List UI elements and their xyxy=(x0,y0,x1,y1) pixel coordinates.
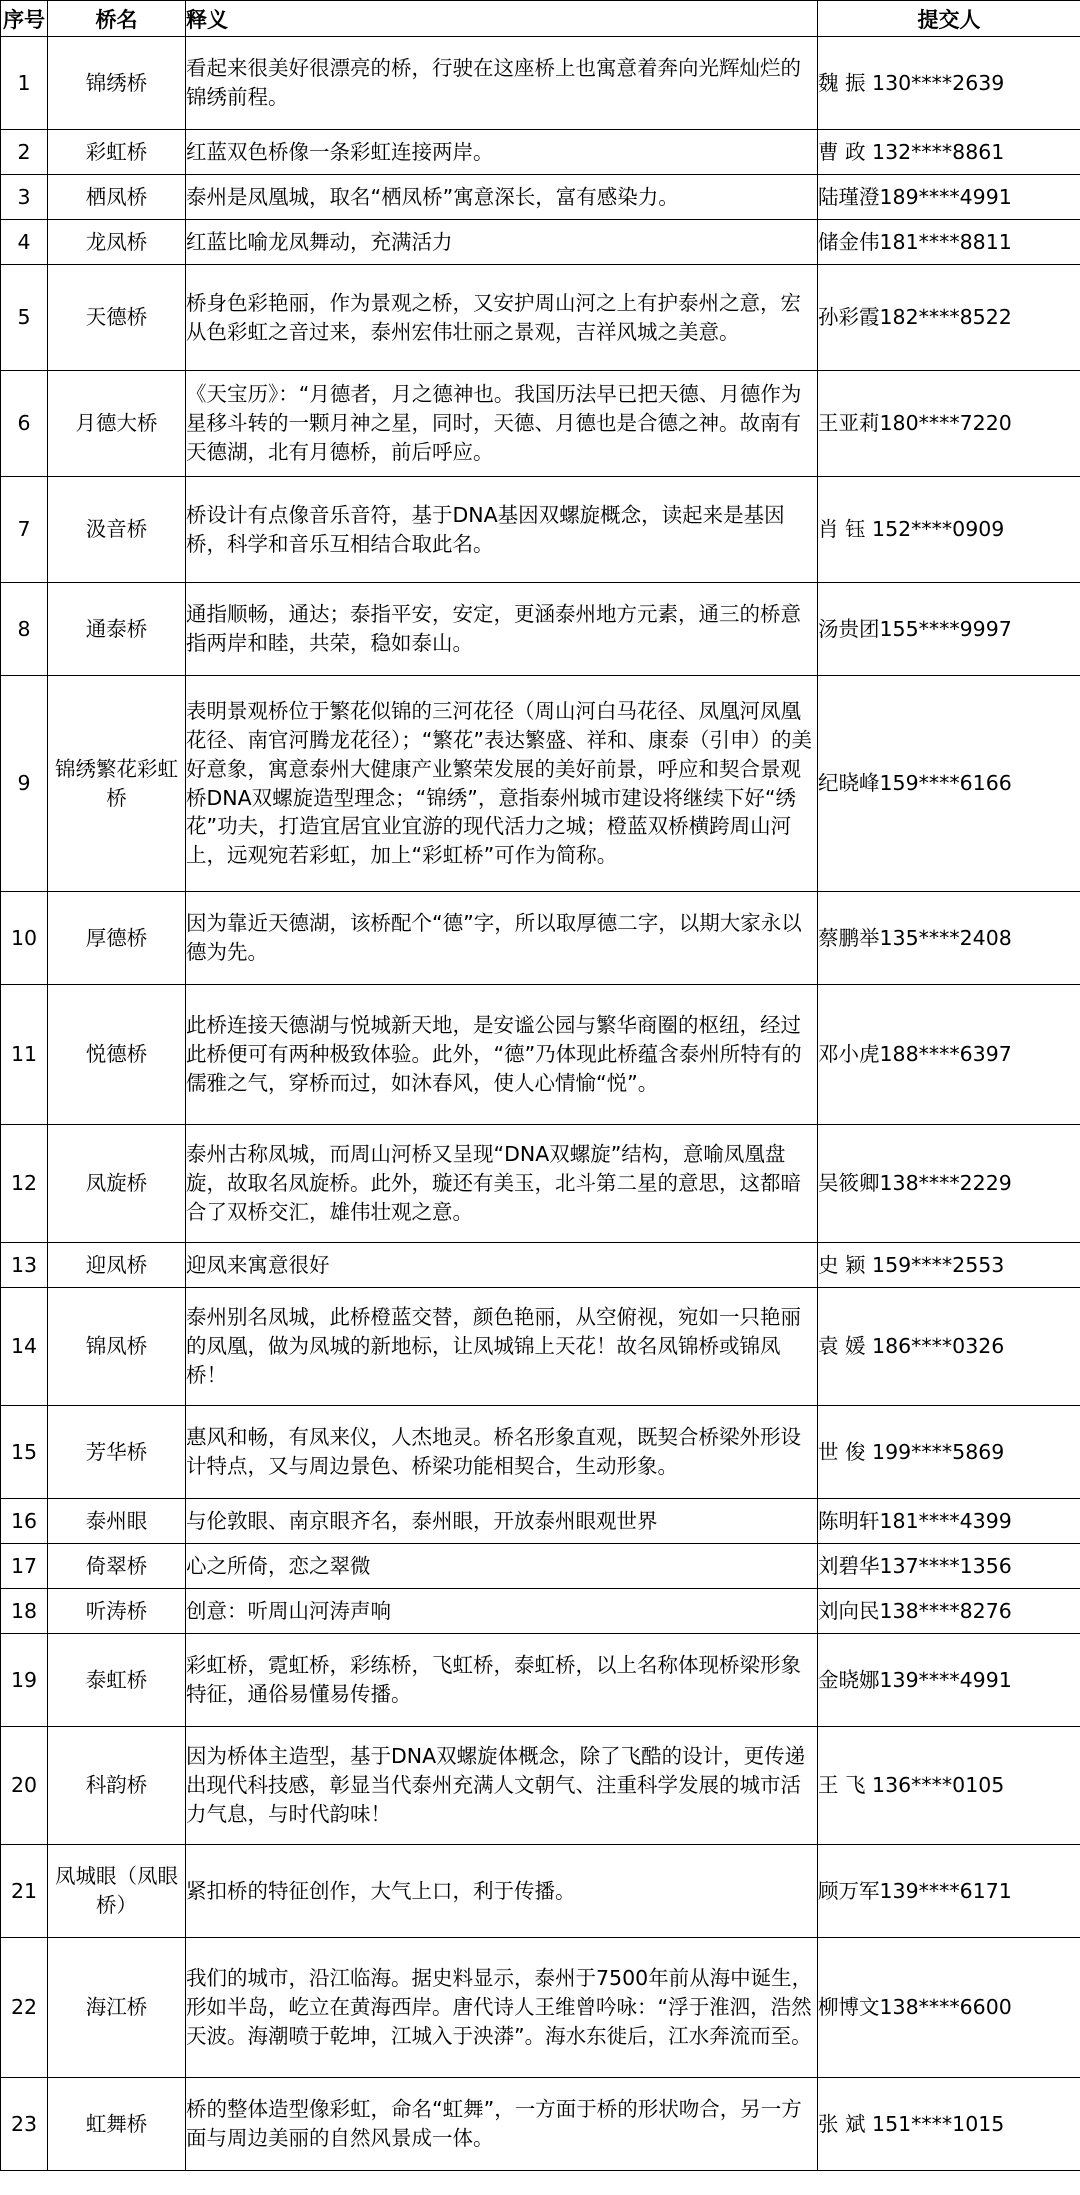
row-seq: 4 xyxy=(1,220,48,265)
row-desc: 泰州古称凤城，而周山河桥又呈现“DNA双螺旋”结构，意喻凤凰盘旋，故取名凤旋桥。此外，璇还有美玉，北斗第二星的意思，这都暗合了双桥交汇，雄伟壮观之意。 xyxy=(186,1125,818,1243)
row-name: 汲音桥 xyxy=(48,477,186,583)
row-submitter: 陆瑾澄189****4991 xyxy=(818,175,1080,220)
row-name: 天德桥 xyxy=(48,265,186,371)
table-row xyxy=(1,265,1080,371)
row-desc: 桥设计有点像音乐音符，基于DNA基因双螺旋概念，读起来是基因桥，科学和音乐互相结合取此名。 xyxy=(186,477,818,583)
table-row xyxy=(1,220,1080,265)
row-seq: 17 xyxy=(1,1544,48,1589)
row-submitter: 刘向民138****8276 xyxy=(818,1589,1080,1634)
row-desc: 泰州别名凤城，此桥橙蓝交替，颜色艳丽，从空俯视，宛如一只艳丽的凤凰，做为凤城的新地标，让凤城锦上天花！故名凤锦桥或锦凤桥！ xyxy=(186,1288,818,1406)
row-name: 科韵桥 xyxy=(48,1727,186,1845)
row-submitter: 世 俊 199****5869 xyxy=(818,1406,1080,1499)
row-desc: 创意：听周山河涛声响 xyxy=(186,1589,818,1634)
row-name: 听涛桥 xyxy=(48,1589,186,1634)
row-desc: 桥身色彩艳丽，作为景观之桥，又安护周山河之上有护泰州之意，宏从色彩虹之音过来，泰州宏伟壮丽之景观，吉祥风城之美意。 xyxy=(186,265,818,371)
row-submitter: 王 飞 136****0105 xyxy=(818,1727,1080,1845)
row-name: 栖凤桥 xyxy=(48,175,186,220)
row-name: 通泰桥 xyxy=(48,583,186,676)
row-seq: 3 xyxy=(1,175,48,220)
row-submitter: 吴筱卿138****2229 xyxy=(818,1125,1080,1243)
table-row xyxy=(1,1288,1080,1406)
table-row xyxy=(1,1589,1080,1634)
row-desc: 看起来很美好很漂亮的桥，行驶在这座桥上也寓意着奔向光辉灿烂的锦绣前程。 xyxy=(186,37,818,130)
row-desc: 通指顺畅，通达；泰指平安，安定，更涵泰州地方元素，通三的桥意指两岸和睦，共荣，稳如泰山。 xyxy=(186,583,818,676)
table-row xyxy=(1,985,1080,1125)
table-row xyxy=(1,477,1080,583)
row-desc: 心之所倚，恋之翠微 xyxy=(186,1544,818,1589)
row-seq: 16 xyxy=(1,1499,48,1544)
row-name: 彩虹桥 xyxy=(48,130,186,175)
row-name: 倚翠桥 xyxy=(48,1544,186,1589)
row-name: 凤城眼（凤眼桥） xyxy=(48,1845,186,1938)
row-name: 泰虹桥 xyxy=(48,1634,186,1727)
row-desc: 红蓝比喻龙凤舞动，充满活力 xyxy=(186,220,818,265)
table-row xyxy=(1,583,1080,676)
row-submitter: 陈明轩181****4399 xyxy=(818,1499,1080,1544)
row-seq: 11 xyxy=(1,985,48,1125)
row-desc: 迎凤来寓意很好 xyxy=(186,1243,818,1288)
row-submitter: 纪晓峰159****6166 xyxy=(818,676,1080,892)
row-seq: 10 xyxy=(1,892,48,985)
row-desc: 表明景观桥位于繁花似锦的三河花径（周山河白马花径、凤凰河凤凰花径、南官河腾龙花径）；“繁花”表达繁盛、祥和、康泰（引申）的美好意象，寓意泰州大健康产业繁荣发展的美好前景，呼应和契合景观桥DNA双螺旋造型理念；“锦绣”，意指泰州城市建设将继续下好“绣花”功夫，打造宜居宜业宜游的现代活力之城；橙蓝双桥横跨周山河上，远观宛若彩虹，加上“彩虹桥”可作为简称。 xyxy=(186,676,818,892)
row-name: 龙凤桥 xyxy=(48,220,186,265)
row-seq: 22 xyxy=(1,1938,48,2078)
row-desc: 我们的城市，沿江临海。据史料显示，泰州于7500年前从海中诞生，形如半岛，屹立在黄海西岸。唐代诗人王维曾吟咏：“浮于淮泗，浩然天波。海潮喷于乾坤，江城入于泱漭”。海水东徙后，江水奔流而至。 xyxy=(186,1938,818,2078)
row-seq: 7 xyxy=(1,477,48,583)
row-submitter: 史 颖 159****2553 xyxy=(818,1243,1080,1288)
row-name: 月德大桥 xyxy=(48,371,186,477)
table-row xyxy=(1,1243,1080,1288)
table-row xyxy=(1,1499,1080,1544)
row-name: 泰州眼 xyxy=(48,1499,186,1544)
row-seq: 12 xyxy=(1,1125,48,1243)
row-submitter: 汤贵团155****9997 xyxy=(818,583,1080,676)
row-seq: 15 xyxy=(1,1406,48,1499)
row-submitter: 刘碧华137****1356 xyxy=(818,1544,1080,1589)
row-seq: 14 xyxy=(1,1288,48,1406)
table-row xyxy=(1,892,1080,985)
row-name: 虹舞桥 xyxy=(48,2078,186,2171)
table-row xyxy=(1,371,1080,477)
table-row xyxy=(1,1727,1080,1845)
row-name: 凤旋桥 xyxy=(48,1125,186,1243)
row-desc: 泰州是凤凰城，取名“栖凤桥”寓意深长，富有感染力。 xyxy=(186,175,818,220)
row-seq: 23 xyxy=(1,2078,48,2171)
row-seq: 19 xyxy=(1,1634,48,1727)
table-row xyxy=(1,1406,1080,1499)
row-desc: 桥的整体造型像彩虹，命名“虹舞”，一方面于桥的形状吻合，另一方面与周边美丽的自然风景成一体。 xyxy=(186,2078,818,2171)
table-row xyxy=(1,175,1080,220)
row-submitter: 曹 政 132****8861 xyxy=(818,130,1080,175)
row-desc: 红蓝双色桥像一条彩虹连接两岸。 xyxy=(186,130,818,175)
row-seq: 18 xyxy=(1,1589,48,1634)
row-seq: 13 xyxy=(1,1243,48,1288)
row-submitter: 储金伟181****8811 xyxy=(818,220,1080,265)
row-submitter: 袁 媛 186****0326 xyxy=(818,1288,1080,1406)
table-row xyxy=(1,1845,1080,1938)
row-name: 锦绣桥 xyxy=(48,37,186,130)
row-submitter: 邓小虎188****6397 xyxy=(818,985,1080,1125)
row-seq: 6 xyxy=(1,371,48,477)
row-name: 厚德桥 xyxy=(48,892,186,985)
row-name: 海江桥 xyxy=(48,1938,186,2078)
header-seq: 序号 xyxy=(1,1,48,37)
row-seq: 1 xyxy=(1,37,48,130)
header-desc: 释义 xyxy=(186,1,818,37)
row-desc: 因为桥体主造型，基于DNA双螺旋体概念，除了飞酷的设计，更传递出现代科技感，彰显当代泰州充满人文朝气、注重科学发展的城市活力气息，与时代韵味！ xyxy=(186,1727,818,1845)
row-submitter: 孙彩霞182****8522 xyxy=(818,265,1080,371)
row-seq: 8 xyxy=(1,583,48,676)
row-submitter: 魏 振 130****2639 xyxy=(818,37,1080,130)
header-row xyxy=(1,1,1080,37)
row-desc: 因为靠近天德湖，该桥配个“德”字，所以取厚德二字，以期大家永以德为先。 xyxy=(186,892,818,985)
table-row xyxy=(1,1544,1080,1589)
table-row xyxy=(1,1634,1080,1727)
row-submitter: 肖 钰 152****0909 xyxy=(818,477,1080,583)
row-name: 锦凤桥 xyxy=(48,1288,186,1406)
table-row xyxy=(1,2078,1080,2171)
row-name: 迎凤桥 xyxy=(48,1243,186,1288)
row-submitter: 王亚莉180****7220 xyxy=(818,371,1080,477)
row-desc: 惠风和畅，有凤来仪，人杰地灵。桥名形象直观，既契合桥梁外形设计特点，又与周边景色、桥梁功能相契合，生动形象。 xyxy=(186,1406,818,1499)
row-seq: 5 xyxy=(1,265,48,371)
table-row xyxy=(1,676,1080,892)
row-seq: 20 xyxy=(1,1727,48,1845)
row-seq: 2 xyxy=(1,130,48,175)
row-name: 悦德桥 xyxy=(48,985,186,1125)
row-desc: 紧扣桥的特征创作，大气上口，利于传播。 xyxy=(186,1845,818,1938)
table-row xyxy=(1,1125,1080,1243)
header-name: 桥名 xyxy=(48,1,186,37)
row-name: 芳华桥 xyxy=(48,1406,186,1499)
table-row xyxy=(1,37,1080,130)
row-seq: 9 xyxy=(1,676,48,892)
row-desc: 与伦敦眼、南京眼齐名，泰州眼，开放泰州眼观世界 xyxy=(186,1499,818,1544)
row-desc: 《天宝历》：“月德者，月之德神也。我国历法早已把天德、月德作为星移斗转的一颗月神之星，同时，天德、月德也是合德之神。故南有天德湖，北有月德桥，前后呼应。 xyxy=(186,371,818,477)
row-desc: 彩虹桥，霓虹桥，彩练桥，飞虹桥，泰虹桥，以上名称体现桥梁形象特征，通俗易懂易传播。 xyxy=(186,1634,818,1727)
table-row xyxy=(1,130,1080,175)
header-submitter: 提交人 xyxy=(818,1,1080,37)
row-submitter: 顾万军139****6171 xyxy=(818,1845,1080,1938)
row-submitter: 金晓娜139****4991 xyxy=(818,1634,1080,1727)
table-row xyxy=(1,1938,1080,2078)
row-seq: 21 xyxy=(1,1845,48,1938)
row-desc: 此桥连接天德湖与悦城新天地，是安谧公园与繁华商圈的枢纽，经过此桥便可有两种极致体验。此外，“德”乃体现此桥蕴含泰州所特有的儒雅之气，穿桥而过，如沐春风，使人心情愉“悦”。 xyxy=(186,985,818,1125)
row-submitter: 张 斌 151****1015 xyxy=(818,2078,1080,2171)
row-submitter: 柳博文138****6600 xyxy=(818,1938,1080,2078)
row-submitter: 蔡鹏举135****2408 xyxy=(818,892,1080,985)
row-name: 锦绣繁花彩虹桥 xyxy=(48,676,186,892)
